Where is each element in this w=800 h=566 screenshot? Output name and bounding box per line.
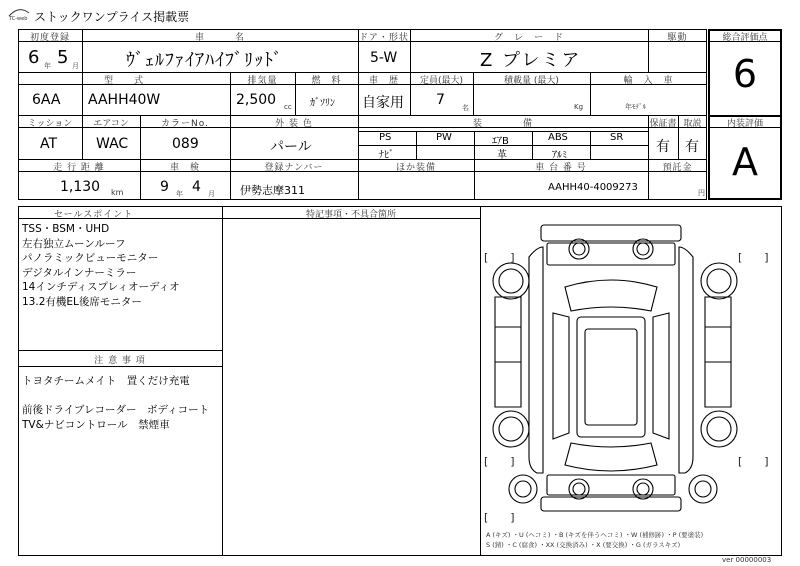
- inspection-year: 9: [160, 179, 169, 195]
- interior-score: A: [732, 140, 758, 184]
- overall-score-label: 総合評価点: [722, 33, 768, 43]
- list-item: TSS・BSM・UHD: [22, 223, 110, 235]
- equip-leather: 革: [497, 150, 507, 161]
- list-item: トヨタチームメイト 置くだけ充電: [22, 375, 190, 387]
- car-name-label: 車 名: [194, 33, 245, 43]
- equip-header-sr: SR: [610, 132, 624, 143]
- logo: [8, 6, 30, 20]
- overall-score: 6: [732, 52, 758, 96]
- displacement: 2,500: [236, 92, 277, 108]
- import-label: 輸 入 車: [623, 76, 674, 86]
- warranty-label: 保証書: [649, 119, 677, 129]
- sales-points-list: [22, 222, 180, 309]
- list-item: 左右独立ムーンルーフ: [22, 237, 126, 250]
- plate: 伊勢志摩311: [240, 184, 305, 197]
- list-item: 13.2有機EL後席モニター: [22, 295, 142, 308]
- grade: Z プレミア: [480, 50, 582, 71]
- list-item: パノラミックビューモニター: [22, 252, 159, 264]
- import-model-year: 年ﾓﾃﾞﾙ: [625, 103, 646, 111]
- equip-header-abs: ABS: [548, 132, 568, 143]
- equip-alloy: ｱﾙﾐ: [552, 150, 567, 161]
- equip-header-pw: PW: [436, 132, 452, 143]
- car-name: ｳﾞｪﾙﾌｧｲｱﾊｲﾌﾞﾘｯﾄﾞ: [126, 50, 283, 71]
- grade-label: グ レ ー ド: [493, 33, 564, 43]
- door-shape: 5-W: [370, 50, 398, 66]
- inspection-month: 4: [192, 179, 201, 195]
- mileage-label: 走 行 距 離: [53, 163, 105, 173]
- mark-bracket-right-bottom: [ ]: [738, 455, 769, 468]
- mission: AT: [40, 136, 58, 152]
- sales-points-label: セールスポイント: [54, 210, 134, 220]
- logo-mark-icon: [8, 7, 30, 21]
- equipment-label: 装 備: [472, 119, 533, 129]
- fuel: ｶﾞｿﾘﾝ: [310, 98, 335, 109]
- deposit-unit: 円: [698, 189, 705, 197]
- door-label: ドア・形状: [359, 33, 409, 43]
- legend-line-2: S (錆) ・C (腐食) ・XX (交換済み) ・X (要交換) ・G (ガラスキズ): [486, 541, 681, 549]
- load-label: 積載量 (最大): [504, 76, 559, 86]
- logo-text: TC-web: [9, 16, 28, 21]
- inspection-label: 車 検: [169, 163, 200, 173]
- displacement-unit: cc: [284, 103, 292, 111]
- interior-score-label: 内装評価: [726, 119, 763, 129]
- first-reg-year-unit: 年: [44, 62, 51, 70]
- warranty: 有: [656, 139, 670, 155]
- version-label: ver 00000003: [722, 556, 772, 564]
- model: AAHH40W: [88, 92, 161, 108]
- manual-label: 取説: [683, 119, 702, 129]
- car-outline-icon: [481, 207, 781, 535]
- color-no-label: カラーNo.: [161, 119, 209, 129]
- mark-bracket-left-bottom: [ ]: [484, 455, 515, 468]
- color-no: 089: [172, 136, 199, 152]
- plate-label: 登録ナンバー: [264, 163, 324, 173]
- capacity-unit: 名: [462, 104, 469, 112]
- displacement-label: 排気量: [247, 76, 278, 86]
- mark-bracket-bottom-left: [ ]: [484, 511, 515, 524]
- mission-label: ミッション: [27, 119, 73, 129]
- inspection-year-unit: 年: [176, 190, 183, 198]
- legend-line-1: A (キズ) ・U (ヘコミ) ・B (キズを伴うヘコミ) ・W (補修跡) ・P (要塗装): [486, 531, 704, 539]
- capacity: 7: [436, 92, 445, 108]
- list-item: デジタルインナーミラー: [22, 266, 137, 279]
- aircon: WAC: [96, 136, 129, 152]
- exterior-color-label: 外 装 色: [275, 119, 313, 129]
- mark-bracket-left-top: [ ]: [484, 251, 515, 264]
- manual: 有: [685, 139, 699, 155]
- list-item: TV&ナビコントロール 禁煙車: [22, 418, 170, 431]
- other-equip-label: ほか装備: [395, 163, 436, 173]
- chassis-label: 車 台 番 号: [535, 163, 587, 173]
- special-notes-label: 特記事項・不具合箇所: [305, 210, 396, 220]
- list-item: 14インチディスプレィオーディオ: [22, 281, 180, 293]
- list-item: 前後ドライブレコーダー ボディコート: [22, 404, 210, 416]
- load-unit: Kg: [574, 103, 584, 111]
- history: 自家用: [362, 95, 404, 111]
- capacity-label: 定員(最大): [419, 76, 464, 86]
- notes-label: 注 意 事 項: [94, 356, 146, 366]
- first-reg-month: 5: [57, 47, 69, 68]
- model-label: 型 式: [103, 76, 144, 86]
- history-label: 車 歴: [368, 76, 399, 86]
- page-title: ストックワンプライス掲載票: [34, 10, 190, 24]
- notes-list: [22, 374, 218, 432]
- equip-header-ps: PS: [379, 132, 392, 143]
- chassis-number: AAHH40-4009273: [548, 182, 638, 193]
- deposit-label: 預託金: [662, 163, 693, 173]
- car-damage-diagram: [481, 207, 781, 535]
- aircon-label: エアコン: [93, 119, 129, 129]
- first-reg-label: 初度登録: [29, 33, 70, 43]
- inspection-month-unit: 月: [208, 190, 215, 198]
- first-reg-month-unit: 月: [72, 62, 79, 70]
- mileage-unit: km: [111, 188, 124, 197]
- fuel-label: 燃 料: [311, 76, 342, 86]
- list-item: [22, 389, 218, 404]
- mileage: 1,130: [60, 179, 101, 195]
- equip-header-airbag: ｴｱB: [492, 136, 509, 147]
- model-prefix: 6AA: [32, 92, 61, 108]
- equip-navi: ﾅﾋﾞ: [379, 150, 394, 161]
- first-reg-year: 6: [28, 47, 40, 68]
- exterior-color: パール: [270, 139, 312, 155]
- drive-label: 駆動: [667, 33, 688, 43]
- mark-bracket-right-top: [ ]: [738, 251, 769, 264]
